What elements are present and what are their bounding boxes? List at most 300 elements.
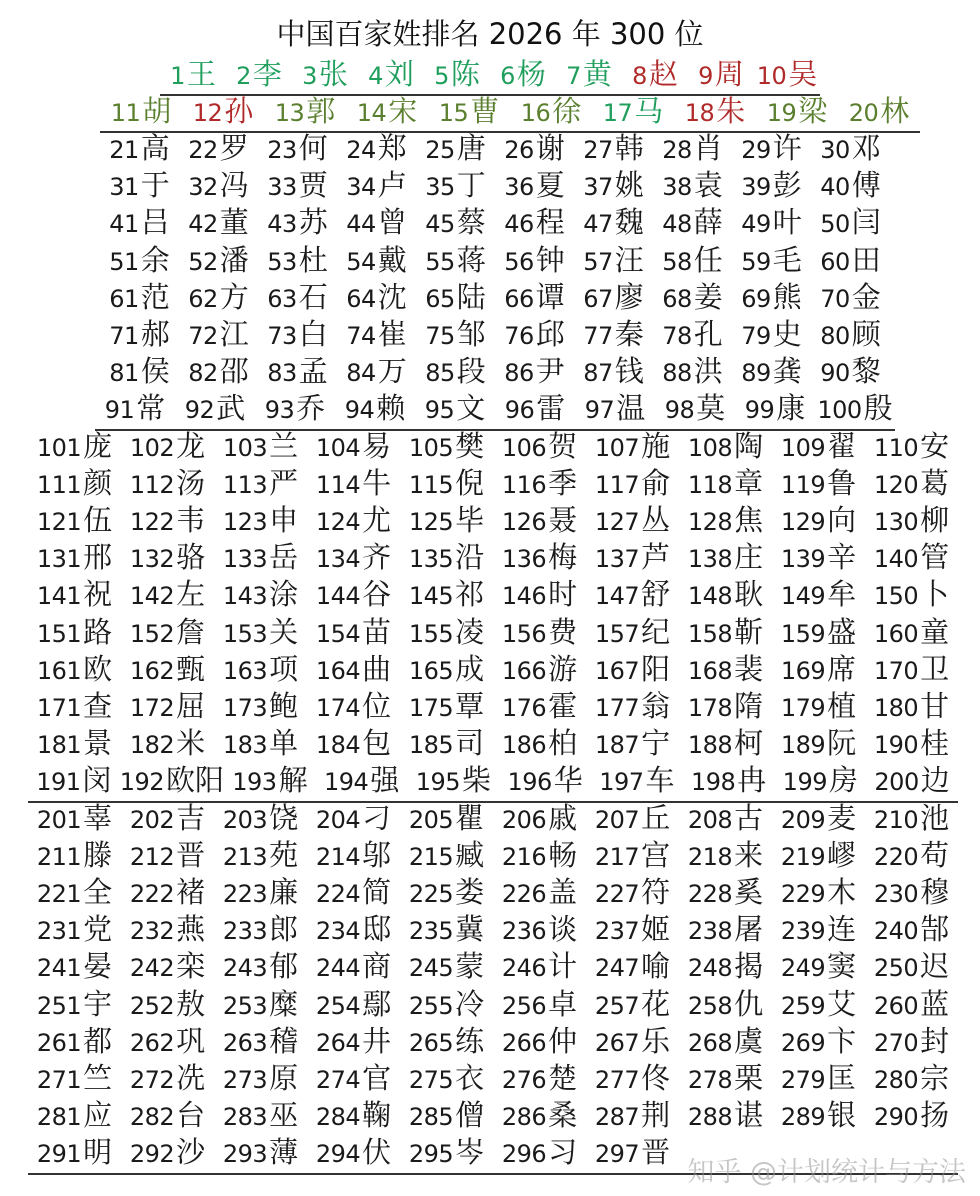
rank-number: 292 <box>129 1140 175 1169</box>
surname-cell <box>307 430 400 466</box>
surname-char: 牟 <box>827 578 857 612</box>
rank-number: 291 <box>36 1140 82 1169</box>
rank-number: 168 <box>687 656 733 685</box>
rank-number: 154 <box>315 619 361 648</box>
surname-cell <box>121 579 214 615</box>
surname-char: 解 <box>278 764 308 798</box>
surname-cell <box>28 1137 121 1175</box>
rank-number: 8 <box>632 61 647 90</box>
surname-cell <box>574 281 653 317</box>
surname-char: 聂 <box>548 504 578 537</box>
surname-char: 简 <box>362 876 392 909</box>
surname-cell <box>121 690 214 726</box>
rank-number: 146 <box>501 582 547 611</box>
rank-number: 239 <box>780 917 826 946</box>
rank-number: 61 <box>109 284 139 313</box>
rank-number: 56 <box>504 247 534 276</box>
surname-cell <box>28 728 121 764</box>
surname-cell <box>28 802 121 838</box>
surname-cell <box>679 690 772 726</box>
rank-number: 7 <box>566 61 581 90</box>
surname-cell <box>772 616 865 652</box>
surname-char: 谷 <box>362 578 392 612</box>
surname-cell <box>121 802 214 838</box>
surname-char: 文 <box>456 392 486 426</box>
rank-number: 159 <box>780 619 826 648</box>
surname-cell <box>214 1025 307 1061</box>
surname-char: 戴 <box>377 244 407 277</box>
rank-number: 245 <box>408 954 454 983</box>
rank-number: 283 <box>222 1103 268 1132</box>
surname-cell <box>865 430 958 466</box>
surname-row <box>100 170 890 206</box>
rank-number: 156 <box>501 619 547 648</box>
rank-number: 211 <box>36 842 82 871</box>
surname-char: 巩 <box>176 1025 206 1058</box>
rank-number: 190 <box>873 731 919 760</box>
surname-cell <box>258 132 337 168</box>
rank-number: 66 <box>504 284 534 313</box>
surname-cell <box>865 951 958 987</box>
rank-number: 225 <box>408 879 454 908</box>
surname-cell <box>28 653 121 689</box>
surname-char: 童 <box>920 616 950 649</box>
rank-number: 256 <box>501 991 547 1020</box>
surname-cell <box>574 244 653 280</box>
rank-number: 152 <box>129 619 175 648</box>
surname-char: 殷 <box>863 392 893 426</box>
surname-char: 盛 <box>827 616 857 649</box>
rank-number: 224 <box>315 879 361 908</box>
rank-number: 206 <box>501 805 547 834</box>
rank-number: 272 <box>129 1065 175 1094</box>
rank-number: 294 <box>315 1140 361 1169</box>
rank-number: 289 <box>780 1103 826 1132</box>
rank-number: 296 <box>501 1140 547 1169</box>
surname-char: 葛 <box>920 467 950 500</box>
surname-char: 盖 <box>548 876 578 909</box>
surname-cell <box>400 616 493 652</box>
surname-cell <box>586 1137 679 1175</box>
surname-char: 贺 <box>548 430 578 463</box>
surname-char: 薛 <box>693 206 723 240</box>
rank-number: 285 <box>408 1103 454 1132</box>
rank-number: 219 <box>780 842 826 871</box>
rank-number: 214 <box>315 842 361 871</box>
surname-cell <box>495 318 574 354</box>
surname-cell <box>121 1062 214 1098</box>
rank-number: 267 <box>594 1028 640 1057</box>
surname-char: 郝 <box>140 318 170 351</box>
rank-number: 47 <box>583 210 613 239</box>
surname-char: 沙 <box>176 1136 206 1170</box>
surname-char: 邬 <box>362 839 392 872</box>
rank-number: 200 <box>874 768 919 797</box>
surname-cell <box>214 467 307 503</box>
surname-char: 李 <box>252 58 282 91</box>
rank-number: 24 <box>346 135 376 164</box>
rank-number: 11 <box>110 98 141 127</box>
rank-number: 262 <box>129 1028 175 1057</box>
surname-char: 谭 <box>535 281 565 314</box>
surname-row <box>28 728 958 764</box>
surname-char: 封 <box>920 1025 950 1058</box>
surname-cell <box>574 318 653 354</box>
surname-char: 陈 <box>450 58 480 91</box>
surname-cell <box>495 356 574 392</box>
surname-char: 郁 <box>269 950 299 984</box>
rank-number: 238 <box>687 917 733 946</box>
surname-char: 冼 <box>176 1062 206 1095</box>
surname-char: 花 <box>641 988 671 1021</box>
surname-char: 饶 <box>269 802 299 835</box>
surname-char: 易 <box>362 430 392 463</box>
rank-number: 98 <box>664 396 695 425</box>
surname-cell <box>811 281 890 317</box>
surname-char: 符 <box>641 876 671 909</box>
rank-number: 88 <box>662 359 692 388</box>
surname-row <box>28 616 958 652</box>
surname-char: 晋 <box>176 839 206 872</box>
surname-cell <box>258 281 337 317</box>
surname-cell <box>400 876 493 912</box>
surname-cell <box>307 542 400 578</box>
surname-cell <box>415 393 495 431</box>
surname-char: 迟 <box>920 950 950 984</box>
surname-char: 齐 <box>362 541 392 575</box>
surname-cell <box>400 1100 493 1136</box>
surname-char: 包 <box>362 727 392 761</box>
surname-cell <box>586 579 679 615</box>
surname-char: 仲 <box>548 1025 578 1058</box>
rank-number: 281 <box>36 1103 82 1132</box>
rank-number: 113 <box>222 470 268 499</box>
rank-number: 86 <box>504 359 534 388</box>
surname-cell <box>493 1025 586 1061</box>
surname-cell <box>865 988 958 1024</box>
surname-cell <box>214 988 307 1024</box>
surname-cell <box>121 616 214 652</box>
surname-row <box>28 579 958 615</box>
rank-number: 112 <box>129 470 175 499</box>
rank-number: 111 <box>36 470 82 499</box>
rank-number: 275 <box>408 1065 454 1094</box>
surname-cell <box>493 690 586 726</box>
surname-cell <box>493 1137 586 1175</box>
rank-number: 21 <box>109 135 139 164</box>
surname-char: 龙 <box>176 430 206 463</box>
surname-cell <box>214 1100 307 1136</box>
surname-char: 刁 <box>362 802 392 835</box>
surname-cell <box>258 207 337 243</box>
rank-number: 276 <box>501 1065 547 1094</box>
surname-cell <box>592 95 674 133</box>
rank-number: 50 <box>820 210 850 239</box>
surname-char: 房 <box>828 764 858 798</box>
surname-cell <box>586 542 679 578</box>
surname-cell <box>316 765 408 803</box>
rank-number: 23 <box>267 135 297 164</box>
surname-char: 荆 <box>641 1099 671 1133</box>
surname-char: 苗 <box>362 616 392 649</box>
surname-cell <box>754 58 820 96</box>
rank-number: 76 <box>504 321 534 350</box>
surname-cell <box>865 653 958 689</box>
surname-char: 赵 <box>648 58 678 91</box>
surname-cell <box>679 1100 772 1136</box>
rank-number: 18 <box>684 98 715 127</box>
surname-cell <box>121 430 214 466</box>
rank-number: 79 <box>741 321 771 350</box>
surname-char: 许 <box>772 132 802 165</box>
surname-cell <box>653 207 732 243</box>
rank-number: 197 <box>599 768 644 797</box>
surname-cell <box>307 1062 400 1098</box>
surname-char: 常 <box>136 392 166 426</box>
surname-cell <box>307 876 400 912</box>
surname-char: 屠 <box>734 913 764 947</box>
rank-number: 218 <box>687 842 733 871</box>
rank-number: 130 <box>873 507 919 536</box>
rank-number: 122 <box>129 507 175 536</box>
surname-char: 黎 <box>851 355 881 389</box>
surname-char: 华 <box>553 764 583 798</box>
surname-cell <box>28 951 121 987</box>
rank-number: 290 <box>873 1103 919 1132</box>
rank-number: 99 <box>744 396 775 425</box>
surname-char: 官 <box>362 1062 392 1095</box>
rank-number: 195 <box>415 768 461 797</box>
surname-cell <box>732 318 811 354</box>
surname-cell <box>121 728 214 764</box>
rank-number: 188 <box>687 731 733 760</box>
rank-number: 22 <box>188 135 218 164</box>
surname-row <box>28 467 958 503</box>
rank-number: 39 <box>741 173 771 202</box>
surname-char: 栾 <box>176 950 206 984</box>
rank-number: 220 <box>873 842 919 871</box>
rank-number: 228 <box>687 879 733 908</box>
surname-cell <box>337 244 416 280</box>
surname-cell <box>679 988 772 1024</box>
surname-cell <box>214 504 307 540</box>
surname-cell <box>121 988 214 1024</box>
surname-char: 祁 <box>455 578 485 612</box>
rank-number: 48 <box>662 210 692 239</box>
surname-cell <box>493 988 586 1024</box>
surname-cell <box>811 170 890 206</box>
surname-char: 姬 <box>641 913 671 947</box>
surname-cell <box>307 504 400 540</box>
surname-char: 孟 <box>298 355 328 389</box>
rank-number: 68 <box>662 284 692 313</box>
surname-char: 滕 <box>83 839 113 872</box>
rank-number: 266 <box>501 1028 547 1057</box>
surname-cell <box>586 1062 679 1098</box>
surname-cell <box>307 802 400 838</box>
surname-char: 党 <box>83 913 113 947</box>
surname-cell <box>772 579 865 615</box>
surname-char: 薄 <box>269 1136 299 1170</box>
surname-cell <box>679 802 772 838</box>
rank-number: 89 <box>741 359 771 388</box>
surname-cell <box>586 951 679 987</box>
rank-number: 17 <box>602 98 633 127</box>
surname-cell <box>493 839 586 875</box>
surname-cell <box>495 132 574 168</box>
rank-number: 178 <box>687 693 733 722</box>
surname-cell <box>556 58 622 96</box>
surname-cell <box>307 616 400 652</box>
rank-number: 72 <box>188 321 218 350</box>
rank-number: 115 <box>408 470 454 499</box>
surname-row <box>28 802 958 838</box>
surname-cell <box>653 318 732 354</box>
surname-row <box>28 765 958 803</box>
rank-number: 102 <box>129 433 175 462</box>
surname-cell <box>416 281 495 317</box>
surname-row <box>28 504 958 540</box>
rank-number: 167 <box>594 656 640 685</box>
surname-char: 颜 <box>83 467 113 500</box>
surname-cell <box>772 653 865 689</box>
rank-number: 271 <box>36 1065 82 1094</box>
surname-char: 麦 <box>827 802 857 835</box>
surname-char: 冀 <box>455 913 485 947</box>
surname-cell <box>683 765 775 803</box>
surname-char: 温 <box>616 392 646 426</box>
surname-cell <box>416 356 495 392</box>
rank-number: 4 <box>368 61 383 90</box>
surname-char: 关 <box>269 616 299 649</box>
rank-number: 278 <box>687 1065 733 1094</box>
surname-cell <box>179 318 258 354</box>
surname-cell <box>214 1137 307 1175</box>
rank-number: 46 <box>504 210 534 239</box>
rank-number: 212 <box>129 842 175 871</box>
surname-cell <box>865 690 958 726</box>
surname-char: 曾 <box>377 206 407 240</box>
surname-char: 楚 <box>548 1062 578 1095</box>
surname-cell <box>493 542 586 578</box>
rank-number: 45 <box>425 210 455 239</box>
surname-cell <box>258 356 337 392</box>
surname-char: 景 <box>83 727 113 761</box>
rank-number: 248 <box>687 954 733 983</box>
surname-char: 俞 <box>641 467 671 500</box>
rank-number: 140 <box>873 545 919 574</box>
surname-row <box>28 876 958 912</box>
surname-cell <box>100 170 179 206</box>
surname-cell <box>416 207 495 243</box>
surname-char: 郭 <box>306 95 336 128</box>
rank-number: 119 <box>780 470 826 499</box>
surname-cell <box>653 281 732 317</box>
rank-number: 97 <box>584 396 615 425</box>
surname-cell <box>337 170 416 206</box>
surname-char: 欧 <box>83 653 113 686</box>
surname-cell <box>493 467 586 503</box>
rank-number: 189 <box>780 731 826 760</box>
surname-char: 桂 <box>920 727 950 761</box>
surname-char: 穆 <box>920 876 950 909</box>
rank-number: 43 <box>267 210 297 239</box>
surname-char: 纪 <box>641 616 671 649</box>
surname-char: 蒋 <box>456 244 486 277</box>
surname-char: 庄 <box>734 541 764 575</box>
surname-cell <box>679 1062 772 1098</box>
surname-char: 季 <box>548 467 578 500</box>
surname-cell <box>815 393 895 431</box>
surname-char: 鄢 <box>362 988 392 1021</box>
surname-cell <box>679 1025 772 1061</box>
surname-char: 宫 <box>641 839 671 872</box>
rank-number: 163 <box>222 656 268 685</box>
surname-char: 马 <box>634 95 664 128</box>
surname-cell <box>772 467 865 503</box>
surname-char: 邸 <box>362 913 392 947</box>
surname-char: 邢 <box>83 541 113 575</box>
surname-cell <box>121 467 214 503</box>
rank-number: 80 <box>820 321 850 350</box>
surname-char: 刘 <box>384 58 414 91</box>
surname-cell <box>493 1100 586 1136</box>
rank-number: 42 <box>188 210 218 239</box>
surname-cell <box>179 170 258 206</box>
surname-char: 钱 <box>614 355 644 389</box>
surname-cell <box>100 281 179 317</box>
surname-char: 郑 <box>377 132 407 165</box>
rank-number: 235 <box>408 917 454 946</box>
rank-number: 145 <box>408 582 454 611</box>
surname-char: 郎 <box>269 913 299 947</box>
surname-char: 康 <box>776 392 806 426</box>
surname-cell <box>772 802 865 838</box>
surname-char: 孙 <box>224 95 254 128</box>
surname-cell <box>493 653 586 689</box>
surname-cell <box>346 95 428 133</box>
rank-number: 215 <box>408 842 454 871</box>
surname-row <box>100 281 890 317</box>
surname-char: 何 <box>298 132 328 165</box>
surname-cell <box>774 765 866 803</box>
surname-cell <box>772 504 865 540</box>
surname-cell <box>772 914 865 950</box>
surname-char: 钟 <box>535 244 565 277</box>
rank-number: 123 <box>222 507 268 536</box>
surname-char: 卫 <box>920 653 950 686</box>
surname-char: 嵺 <box>827 839 857 872</box>
rank-number: 52 <box>188 247 218 276</box>
rank-number: 176 <box>501 693 547 722</box>
rank-number: 295 <box>408 1140 454 1169</box>
surname-char: 孔 <box>693 318 723 351</box>
surname-cell <box>493 504 586 540</box>
surname-cell <box>495 393 575 431</box>
rank-number: 87 <box>583 359 613 388</box>
surname-cell <box>255 393 335 431</box>
rank-number: 177 <box>594 693 640 722</box>
rank-number: 1 <box>170 61 185 90</box>
surname-cell <box>416 244 495 280</box>
surname-char: 高 <box>140 132 170 165</box>
surname-char: 余 <box>140 244 170 277</box>
rank-number: 227 <box>594 879 640 908</box>
surname-char: 向 <box>827 504 857 537</box>
surname-cell <box>28 914 121 950</box>
surname-char: 韦 <box>176 504 206 537</box>
surname-cell <box>679 653 772 689</box>
